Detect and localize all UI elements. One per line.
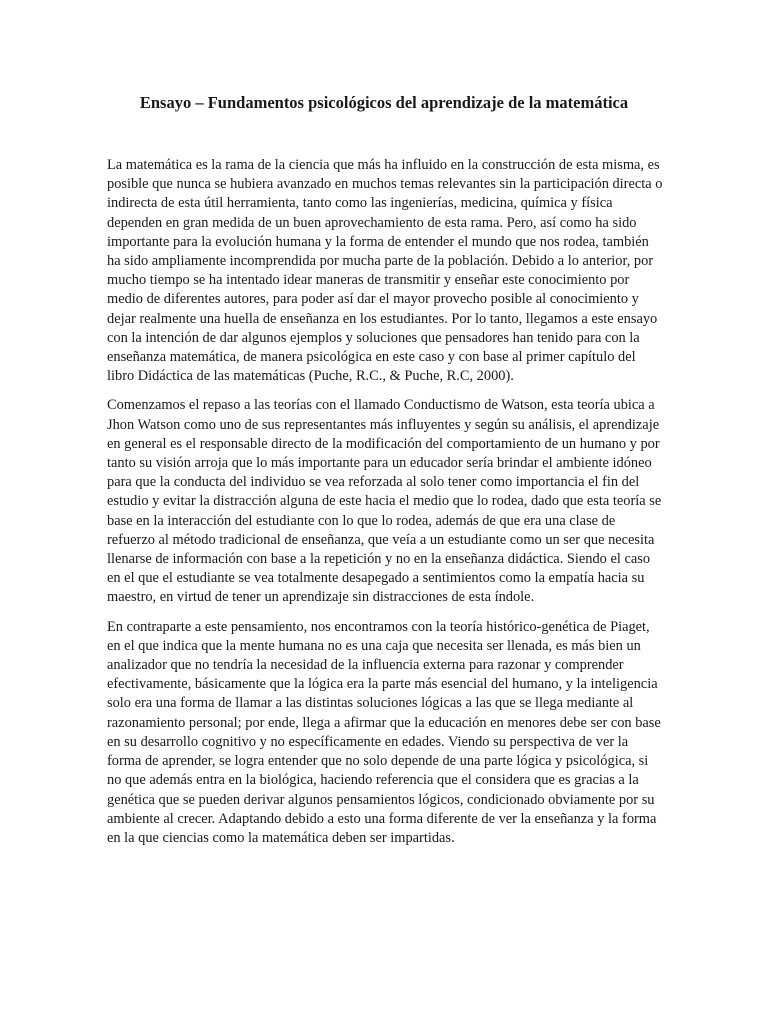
paragraph-watson: Comenzamos el repaso a las teorías con el llamado Conductismo de Watson, esta teoría ubica a Jhon Watson como uno de sus representantes más influyentes y según su análisis, el aprendizaje en general es el responsable directo de la modificación del comportamiento de un humano y por tanto su visión arroja que lo más importante para un educador sería brindar el ambiente idóneo para que la conducta del individuo se vea reforzada al solo tener como importancia el fin del estudio y evitar la distracción alguna de este hacia el medio que lo rodea, dado que esta teoría se base en la interacción del estudiante con lo que lo rodea, además de que era una clase de refuerzo al método tradicional de enseñanza, que veía a un estudiante como un ser que necesita llenarse de información con base a la repetición y no en la enseñanza didáctica. Siendo el caso en el que el estudiante se vea totalmente desapegado a sentimientos como la empatía hacia su maestro, en virtud de tener un aprendizaje sin distracciones de esta índole.	[107, 397, 662, 606]
paragraph-piaget: En contraparte a este pensamiento, nos encontramos con la teoría histórico-genética de Piaget, en el que indica que la mente humana no es una caja que necesita ser llenada, es más bien un analizador que no tendría la necesidad de la influencia externa para razonar y comprender efectivamente, básicamente que la lógica era la parte más esencial del humano, y la inteligencia solo era una forma de llamar a las distintas soluciones lógicas a las que se llega mediante al razonamiento personal; por ende, llega a afirmar que la educación en menores debe ser con base en su desarrollo cognitivo y no específicamente en edades. Viendo su perspectiva de ver la forma de aprender, se logra entender que no solo depende de una parte lógica y psicológica, si no que además entra en la biológica, haciendo referencia que el considera que es gracias a la genética que se pueden derivar algunos pensamientos lógicos, condicionado obviamente por su ambiente al crecer. Adaptando debido a esto una forma diferente de ver la enseñanza y la forma en la que ciencias como la matemática deben ser impartidas.	[107, 618, 661, 846]
document-title: Ensayo – Fundamentos psicológicos del aprendizaje de la matemática	[139, 93, 629, 112]
paragraph-intro: La matemática es la rama de la ciencia que más ha influido en la construcción de esta misma, es posible que nunca se hubiera avanzado en muchos temas relevantes sin la participación directa o indirecta de esta útil herramienta, tanto como las ingenierías, medicina, química y física dependen en gran medida de un buen aprovechamiento de esta rama. Pero, así como ha sido importante para la evolución humana y la forma de entender el mundo que nos rodea, también ha sido ampliamente incomprendida por mucha parte de la población. Debido a lo anterior, por mucho tiempo se ha intentado idear maneras de transmitir y enseñar este conocimiento por medio de diferentes autores, para poder así dar el mayor provecho posible al conocimiento y dejar realmente una huella de enseñanza en los estudiantes. Por lo tanto, llegamos a este ensayo con la intención de dar algunos ejemplos y soluciones que pensadores han tenido para con la enseñanza matemática, de manera psicológica en este caso y con base al primer capítulo del libro Didáctica de las matemáticas (Puche, R.C., & Puche, R.C, 2000).	[107, 157, 663, 385]
document-body	[107, 156, 665, 858]
